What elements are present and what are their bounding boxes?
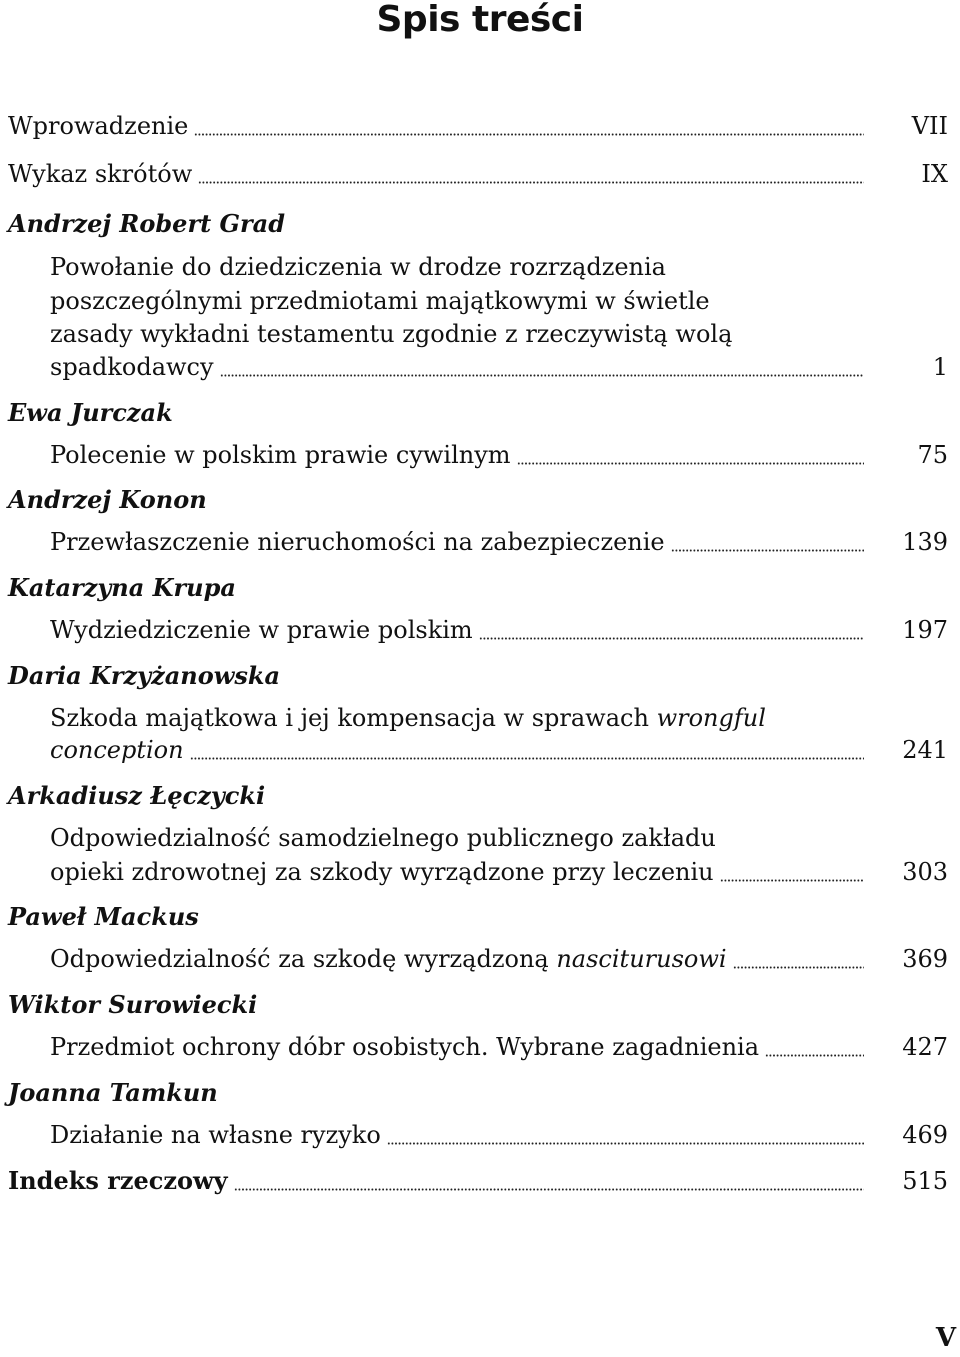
toc-page-number: VII — [911, 112, 948, 140]
toc-entry-label: Indeks rzeczowy — [8, 1166, 228, 1195]
leader-dots — [234, 1169, 864, 1191]
toc-author: Ewa Jurczak — [8, 398, 173, 427]
toc-title-line: zasady wykładni testamentu zgodnie z rzeczywistą wolą — [50, 320, 733, 348]
leader-dots — [765, 1035, 864, 1057]
toc-title-line: Odpowiedzialność samodzielnego publicznego zakładu — [50, 824, 716, 852]
toc-title-italic: conception — [50, 736, 184, 764]
toc-title-line: Powołanie do dziedziczenia w drodze rozrządzenia — [50, 253, 666, 281]
toc-page-number: 139 — [902, 528, 948, 556]
toc-page-number: 197 — [902, 616, 948, 644]
leader-dots — [194, 114, 864, 136]
toc-entry-abbreviations[interactable] — [8, 156, 948, 192]
toc-page-number: 469 — [902, 1121, 948, 1149]
toc-author: Arkadiusz Łęczycki — [8, 781, 266, 810]
toc-author: Wiktor Surowiecki — [8, 990, 258, 1019]
toc-title-text: Odpowiedzialność za szkodę wyrządzoną — [50, 945, 557, 973]
toc-page-number: 1 — [932, 353, 948, 381]
toc-author: Joanna Tamkun — [8, 1078, 218, 1107]
leader-dots — [387, 1123, 864, 1145]
toc-page-number: 427 — [902, 1033, 948, 1061]
toc-entry[interactable] — [50, 437, 948, 473]
toc-author: Katarzyna Krupa — [8, 573, 236, 602]
toc-author: Daria Krzyżanowska — [8, 661, 281, 690]
leader-dots — [220, 355, 864, 377]
toc-title-line: opieki zdrowotnej za szkody wyrządzone przy leczeniu — [50, 858, 714, 886]
toc-author: Paweł Mackus — [8, 902, 199, 931]
leader-dots — [190, 738, 864, 760]
toc-entry-label: Wykaz skrótów — [8, 160, 193, 188]
toc-title-text: Szkoda majątkowa i jej kompensacja w sprawach — [50, 704, 657, 732]
toc-title-line: spadkodawcy — [50, 353, 214, 381]
leader-dots — [733, 947, 864, 969]
toc-entry[interactable] — [50, 524, 948, 560]
leader-dots — [198, 162, 864, 184]
leader-dots — [720, 860, 864, 882]
toc-title-line: Przewłaszczenie nieruchomości na zabezpieczenie — [50, 528, 665, 556]
page-folio: V — [935, 1323, 956, 1353]
toc-page-number: 241 — [902, 736, 948, 764]
leader-dots — [671, 530, 864, 552]
toc-page-number: 303 — [902, 858, 948, 886]
toc-author: Andrzej Robert Grad — [8, 209, 285, 238]
leader-dots — [479, 618, 864, 640]
toc-entry-label: Wprowadzenie — [8, 112, 189, 140]
page-title: Spis treści — [376, 0, 584, 40]
toc-title-line — [50, 700, 948, 736]
toc-title-italic: nasciturusowi — [556, 945, 727, 973]
toc-entry[interactable] — [50, 612, 948, 648]
toc-title-line: Działanie na własne ryzyko — [50, 1121, 381, 1149]
toc-title-line: poszczególnymi przedmiotami majątkowymi w świetle — [50, 287, 710, 315]
toc-title-line — [50, 941, 727, 977]
toc-entry[interactable] — [50, 1117, 948, 1153]
toc-entry-index[interactable] — [8, 1163, 948, 1199]
toc-page-number: 369 — [902, 945, 948, 973]
toc-entry[interactable] — [50, 854, 948, 890]
toc-entry[interactable] — [50, 941, 948, 977]
toc-title-line: Wydziedziczenie w prawie polskim — [50, 616, 473, 644]
toc-entry[interactable] — [50, 349, 948, 385]
toc-title-line: Przedmiot ochrony dóbr osobistych. Wybrane zagadnienia — [50, 1033, 760, 1061]
toc-author: Andrzej Konon — [8, 485, 207, 514]
toc-entry[interactable] — [50, 1029, 948, 1065]
toc-entry-intro[interactable] — [8, 108, 948, 144]
toc-title-italic: wrongful — [656, 704, 766, 732]
toc-entry[interactable] — [50, 732, 948, 768]
toc-page-number: IX — [921, 160, 948, 188]
toc-title-line: Polecenie w polskim prawie cywilnym — [50, 441, 511, 469]
leader-dots — [517, 443, 864, 465]
toc-page-number: 515 — [902, 1167, 948, 1195]
toc-page-number: 75 — [917, 441, 948, 469]
